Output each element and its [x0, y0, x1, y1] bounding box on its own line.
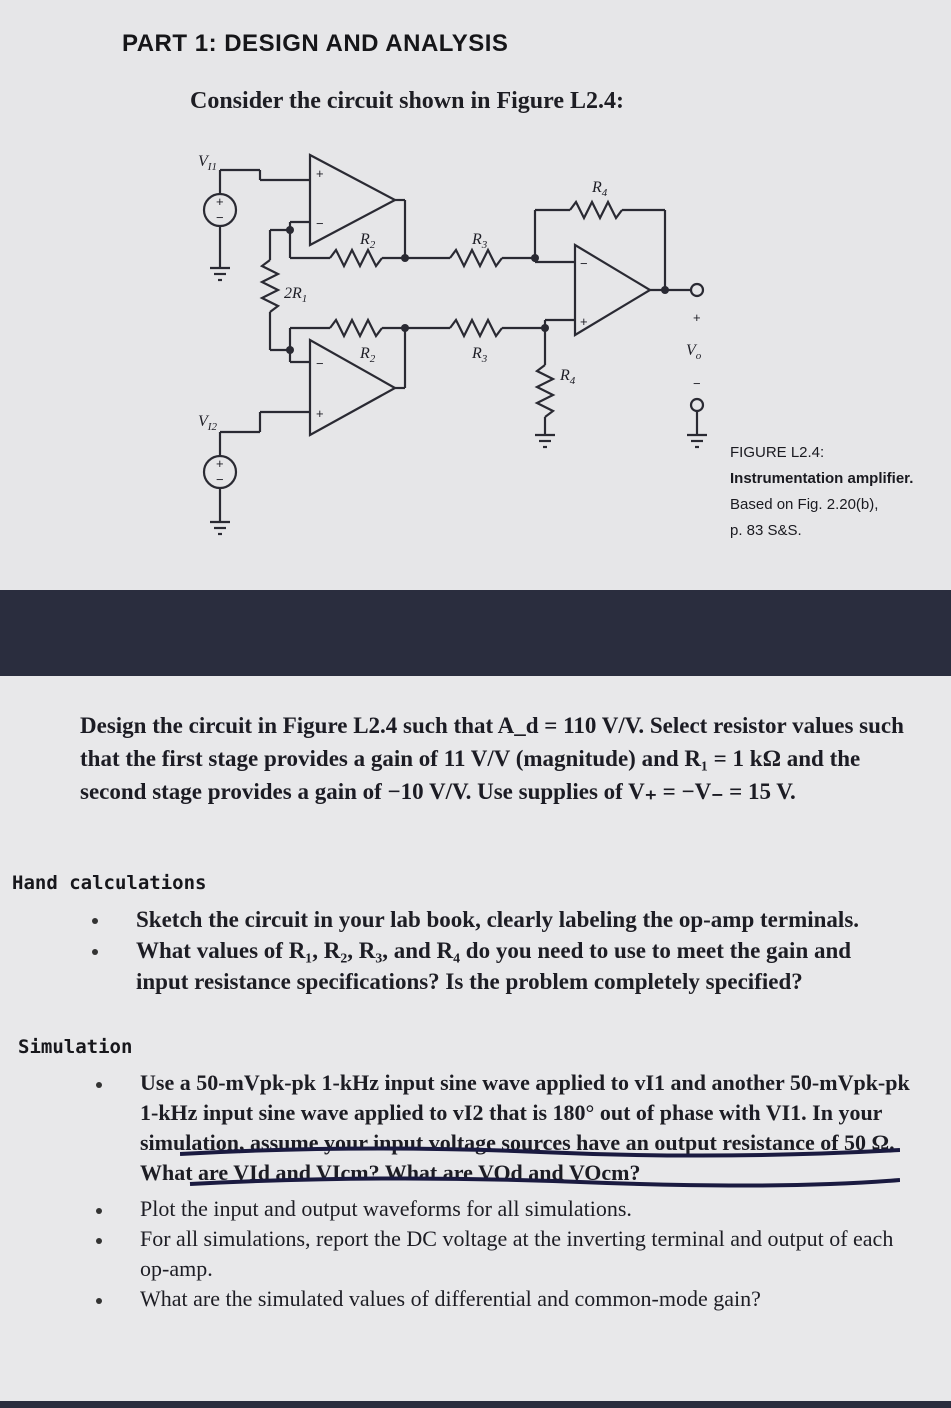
svg-text:VI1: $V_{I1}$	[198, 153, 217, 173]
caption-line: p. 83 S&S.	[730, 522, 802, 539]
svg-text:−: −	[316, 356, 324, 371]
svg-text:−: −	[316, 216, 324, 231]
list-item: What values of R₁, R₂, R₃, and R₄ do you need to use to meet the gain and input resistance specifications? Is the problem completely specified?	[136, 935, 906, 997]
svg-text:Vo: $V_o$	[686, 342, 702, 362]
svg-text:+: +	[693, 310, 701, 325]
svg-text:R2: $R_2$	[360, 231, 376, 251]
svg-text:+: +	[580, 314, 588, 329]
instrumentation-amplifier-circuit	[180, 150, 720, 540]
list-item: Use a 50-mVpk-pk 1-kHz input sine wave applied to vI1 and another 50-mVpk-pk 1-kHz input sine wave applied to vI2 that is 180° out of phase with VI1. In your simulation, assume your input voltage sources have an output resistance of 50 Ω. What are VId and VIcm? What are VOd and VOcm?	[140, 1068, 910, 1188]
bullet-icon	[96, 1082, 102, 1088]
caption-line: FIGURE L2.4:	[730, 444, 825, 461]
svg-text:R3: $R_3$	[472, 231, 488, 251]
bullet-icon	[96, 1298, 102, 1304]
svg-text:VI2: $V_{I2}$	[198, 413, 217, 433]
svg-text:2R1: $2R_1$	[284, 285, 308, 305]
svg-text:+: +	[316, 406, 324, 421]
bullet-icon	[96, 1238, 102, 1244]
list-item: Plot the input and output waveforms for all simulations.	[140, 1194, 910, 1224]
figure-caption	[730, 440, 945, 544]
figure-panel	[0, 0, 951, 590]
list-item: Sketch the circuit in your lab book, clearly labeling the op-amp terminals.	[136, 904, 906, 935]
part-heading: PART 1: DESIGN AND ANALYSIS	[122, 30, 509, 57]
svg-text:R4: $R_4$	[592, 179, 608, 199]
bullet-icon	[96, 1208, 102, 1214]
list-item: What are the simulated values of differential and common-mode gain?	[140, 1284, 910, 1314]
svg-text:−: −	[216, 210, 224, 225]
caption-line: Instrumentation amplifier.	[730, 470, 914, 487]
svg-text:+: +	[216, 456, 224, 471]
svg-text:+: +	[316, 166, 324, 181]
hand-calculations-heading: Hand calculations	[12, 872, 207, 894]
simulation-heading: Simulation	[18, 1036, 133, 1058]
svg-text:−: −	[693, 376, 701, 391]
svg-text:R2: $R_2$	[360, 345, 376, 365]
instructions-panel	[0, 676, 951, 1401]
list-item: For all simulations, report the DC voltage at the inverting terminal and output of each op-amp.	[140, 1224, 910, 1284]
design-statement: Design the circuit in Figure L2.4 such that A_d = 110 V/V. Select resistor values such that the first stage provides a gain of 11 V/V (magnitude) and R₁ = 1 kΩ and the second stage provides a gain of −10 V/V. Use supplies of V₊ = −V₋ = 15 V.	[80, 713, 904, 804]
svg-text:−: −	[216, 472, 224, 487]
svg-text:R4: $R_4$	[560, 367, 576, 387]
hand-calculations-list	[136, 904, 906, 997]
intro-text: Consider the circuit shown in Figure L2.4:	[190, 88, 625, 114]
bullet-icon	[92, 949, 98, 955]
simulation-list	[140, 1068, 910, 1314]
svg-text:−: −	[580, 256, 588, 271]
svg-text:R3: $R_3$	[472, 345, 488, 365]
caption-line: Based on Fig. 2.20(b),	[730, 496, 879, 513]
bullet-icon	[92, 918, 98, 924]
svg-text:+: +	[216, 194, 224, 209]
